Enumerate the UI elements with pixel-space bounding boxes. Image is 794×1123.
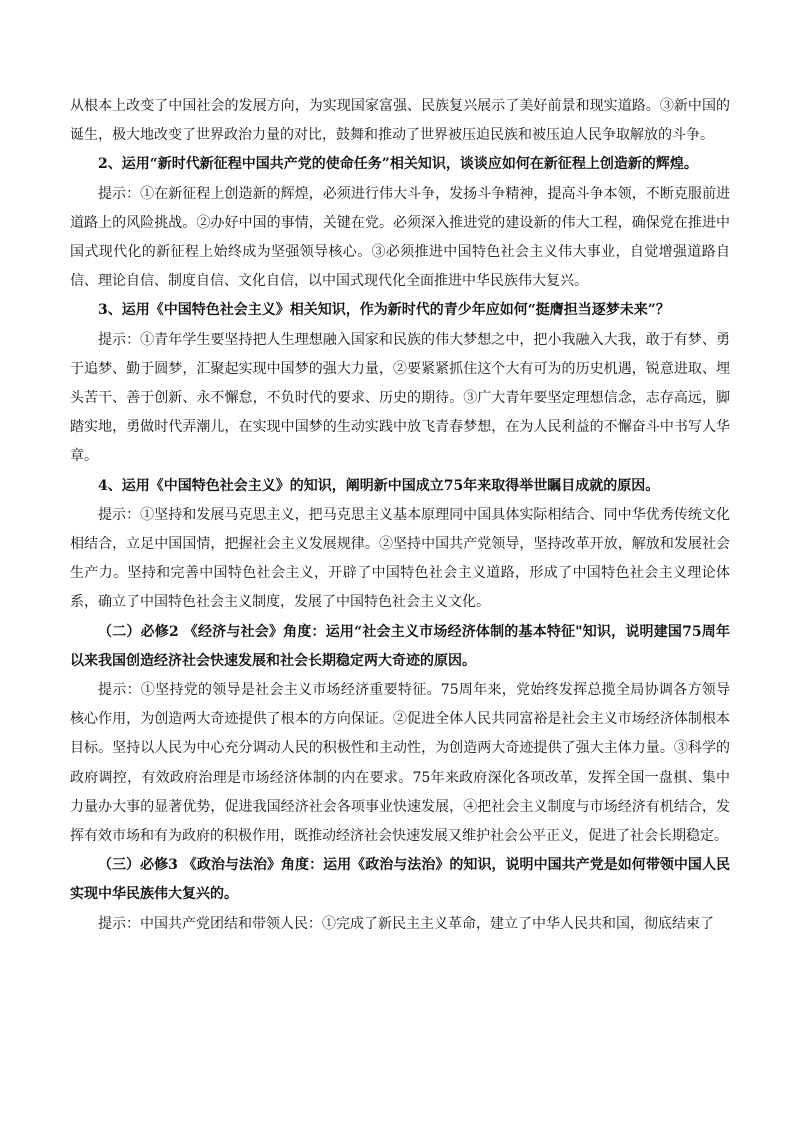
hint-3	[70, 326, 730, 472]
question-text: 3、运用《中国特色社会主义》相关知识，作为新时代的青少年应如何“挺膺担当逐梦未来”？	[98, 302, 670, 319]
hint-economy	[70, 676, 730, 851]
hint-text: ①青年学生要坚持把人生理想融入国家和民族的伟大梦想之中，把小我融入大我，敢于有梦、勇于追梦、勤于圆梦，汇聚起实现中国梦的强大力量，②要紧紧抓住这个大有可为的历史机遇，锐意进取、埋头苦干、善于创新、永不懈怠，不负时代的要求、历史的期待。③广大青年要坚定理想信念，志存高远，脚踏实地，勇做时代弄潮儿，在实现中国梦的生动实践中放飞青春梦想，在为人民利益的不懈奋斗中书写人华章。	[70, 331, 731, 465]
hint-2	[70, 180, 730, 297]
section-economy-question	[70, 618, 730, 676]
paragraph-text: 从根本上改变了中国社会的发展方向，为实现国家富强、民族复兴展示了美好前景和现实道路。③新中国的诞生，极大地改变了世界政治力量的对比，鼓舞和推动了世界被压迫民族和被压迫人民争取解放的斗争。	[70, 98, 730, 144]
paragraph-continuation	[70, 92, 730, 150]
section-politics-question	[70, 851, 730, 909]
hint-label: 提示：	[98, 682, 141, 699]
hint-label: 提示：	[98, 915, 140, 932]
question-text: （三）必修3 《政治与法治》角度：运用《政治与法治》的知识，说明中国共产党是如何带领中国人民实现中华民族伟大复兴的。	[70, 857, 730, 903]
question-text: 2、运用“新时代新征程中国共产党的使命任务”相关知识，谈谈应如何在新征程上创造新的辉煌。	[98, 156, 698, 173]
hint-label: 提示：	[98, 185, 141, 202]
hint-label: 提示：	[98, 331, 141, 348]
question-text: 4、运用《中国特色社会主义》的知识，阐明新中国成立75年来取得举世瞩目成就的原因。	[98, 477, 660, 494]
document-page	[70, 92, 730, 939]
question-3	[70, 296, 730, 325]
question-4	[70, 472, 730, 501]
question-text: （二）必修2 《经济与社会》角度：运用“社会主义市场经济体制的基本特征"知识，说明建国75周年以来我国创造经济社会快速发展和社会长期稳定两大奇迹的原因。	[70, 623, 730, 669]
hint-text: 中国共产党团结和带领人民：①完成了新民主主义革命，建立了中华人民共和国，彻底结束了	[140, 915, 714, 932]
hint-4	[70, 501, 730, 618]
hint-text: ①坚持和发展马克思主义，把马克思主义基本原理同中国具体实际相结合、同中华优秀传统文化相结合，立足中国国情，把握社会主义发展规律。②坚持中国共产党领导，坚持改革开放，解放和发展社会生产力。坚持和完善中国特色社会主义，开辟了中国特色社会主义道路，形成了中国特色社会主义理论体系，确立了中国特色社会主义制度，发展了中国特色社会主义文化。	[70, 506, 731, 611]
question-2	[70, 150, 730, 179]
hint-text: ①坚持党的领导是社会主义市场经济重要特征。75周年来，党始终发挥总揽全局协调各方领导核心作用，为创造两大奇迹提供了根本的方向保证。②促进全体人民共同富裕是社会主义市场经济体制根本目标。坚持以人民为中心充分调动人民的积极性和主动性，为创造两大奇迹提供了强大主体力量。③科学的政府调控，有效政府治理是市场经济体制的内在要求。75年来政府深化各项改革，发挥全国一盘棋、集中力量办大事的显著优势，促进我国经济社会各项事业快速发展，④把社会主义制度与市场经济有机结合，发挥有效市场和有为政府的积极作用，既推动经济社会快速发展又维护社会公平正义，促进了社会长期稳定。	[70, 682, 731, 845]
hint-label: 提示：	[98, 506, 141, 523]
hint-politics	[70, 910, 730, 939]
hint-text: ①在新征程上创造新的辉煌，必须进行伟大斗争，发扬斗争精神，提高斗争本领，不断克服前进道路上的风险挑战。②办好中国的事情，关键在党。必须深入推进党的建设新的伟大工程，确保党在推进中国式现代化的新征程上始终成为坚强领导核心。③必须推进中国特色社会主义伟大事业，自觉增强道路自信、理论自信、制度自信、文化自信，以中国式现代化全面推进中华民族伟大复兴。	[70, 185, 731, 290]
